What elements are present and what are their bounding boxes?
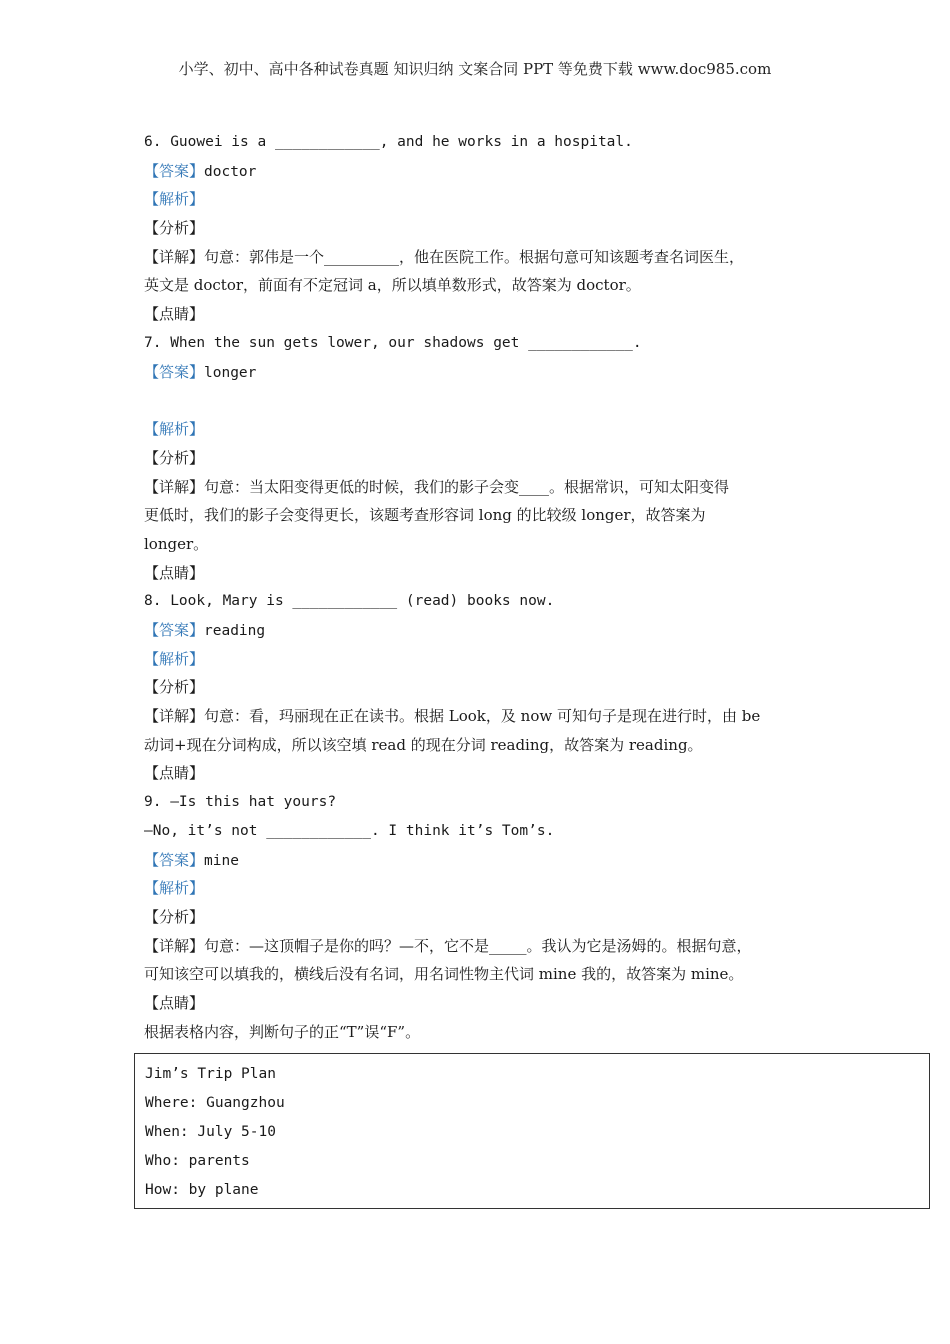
detail-9-line-1: 句意：—这顶帽子是你的吗？—不，它不是_____。我认为它是汤姆的。根据句意， [204,936,752,955]
answer-row-8 [144,616,824,645]
answer-row-7 [144,358,824,387]
trip-plan-where: Where: Guangzhou [145,1095,285,1111]
analysis-tag: 【解析】 [144,420,205,439]
trip-plan-how: How: by plane [145,1182,259,1198]
page-header: 小学、初中、高中各种试卷真题 知识归纳 文案合同 PPT 等免费下载 www.doc985.com [178,60,772,78]
document-body [144,128,824,1046]
trip-plan-table [134,1053,930,1209]
fenxi-tag: 【分析】 [144,907,205,926]
fenxi-tag: 【分析】 [144,219,205,238]
fenxi-tag: 【分析】 [144,448,205,467]
answer-6: doctor [204,163,257,180]
detail-tag: 【详解】 [144,936,205,955]
detail-8-line-2: 动词+现在分词构成，所以该空填 read 的现在分词 reading，故答案为 reading。 [144,735,703,754]
detail-row-7a [144,473,824,502]
answer-9: mine [204,852,239,869]
analysis-tag: 【解析】 [144,649,205,668]
question-9: 9. —Is this hat yours? [144,794,337,811]
answer-tag: 【答案】 [144,161,205,180]
trip-plan-who: Who: parents [145,1153,250,1169]
detail-tag: 【详解】 [144,707,205,726]
answer-row-9 [144,846,824,875]
detail-row-9a [144,932,824,961]
dianjing-tag: 【点睛】 [144,305,205,324]
detail-row-8a [144,702,824,731]
answer-tag: 【答案】 [144,850,205,869]
question-9-reply: —No, it’s not ____________. I think it’s Tom’s. [144,822,555,839]
answer-tag: 【答案】 [144,362,205,381]
analysis-tag: 【解析】 [144,879,205,898]
instruction: 根据表格内容，判断句子的正“T”误“F”。 [144,1022,421,1041]
detail-8-line-1: 句意：看，玛丽现在正在读书。根据 Look，及 now 可知句子是现在进行时，由 be [204,707,761,726]
detail-7-line-2: 更低时，我们的影子会变得更长，该题考查形容词 long 的比较级 longer，故答案为 [144,506,706,525]
dianjing-tag: 【点睛】 [144,993,205,1012]
answer-7: longer [204,364,257,381]
dianjing-tag: 【点睛】 [144,764,205,783]
detail-7-line-3: longer。 [144,534,209,553]
fenxi-tag: 【分析】 [144,678,205,697]
analysis-tag: 【解析】 [144,190,205,209]
trip-plan-title: Jim’s Trip Plan [145,1066,276,1082]
answer-8: reading [204,623,266,639]
trip-plan-when: When: July 5-10 [145,1124,276,1140]
detail-6-line-1: 句意：郭伟是一个__________，他在医院工作。根据句意可知该题考查名词医生， [204,247,745,266]
detail-9-line-2: 可知该空可以填我的，横线后没有名词，用名词性物主代词 mine 我的，故答案为 mine。 [144,965,744,984]
detail-tag: 【详解】 [144,247,205,266]
question-8: 8. Look, Mary is ____________ (read) books now. [144,593,555,610]
question-7: 7. When the sun gets lower, our shadows get ____________. [144,334,642,351]
answer-row-6 [144,157,824,186]
detail-tag: 【详解】 [144,477,205,496]
dianjing-tag: 【点睛】 [144,563,205,582]
answer-tag: 【答案】 [144,621,205,639]
detail-row-6a [144,243,824,272]
detail-7-line-1: 句意：当太阳变得更低的时候，我们的影子会变____。根据常识，可知太阳变得 [204,477,730,496]
question-6: 6. Guowei is a ____________, and he works in a hospital. [144,134,633,150]
detail-6-line-2: 英文是 doctor，前面有不定冠词 a，所以填单数形式，故答案为 doctor。 [144,276,641,295]
